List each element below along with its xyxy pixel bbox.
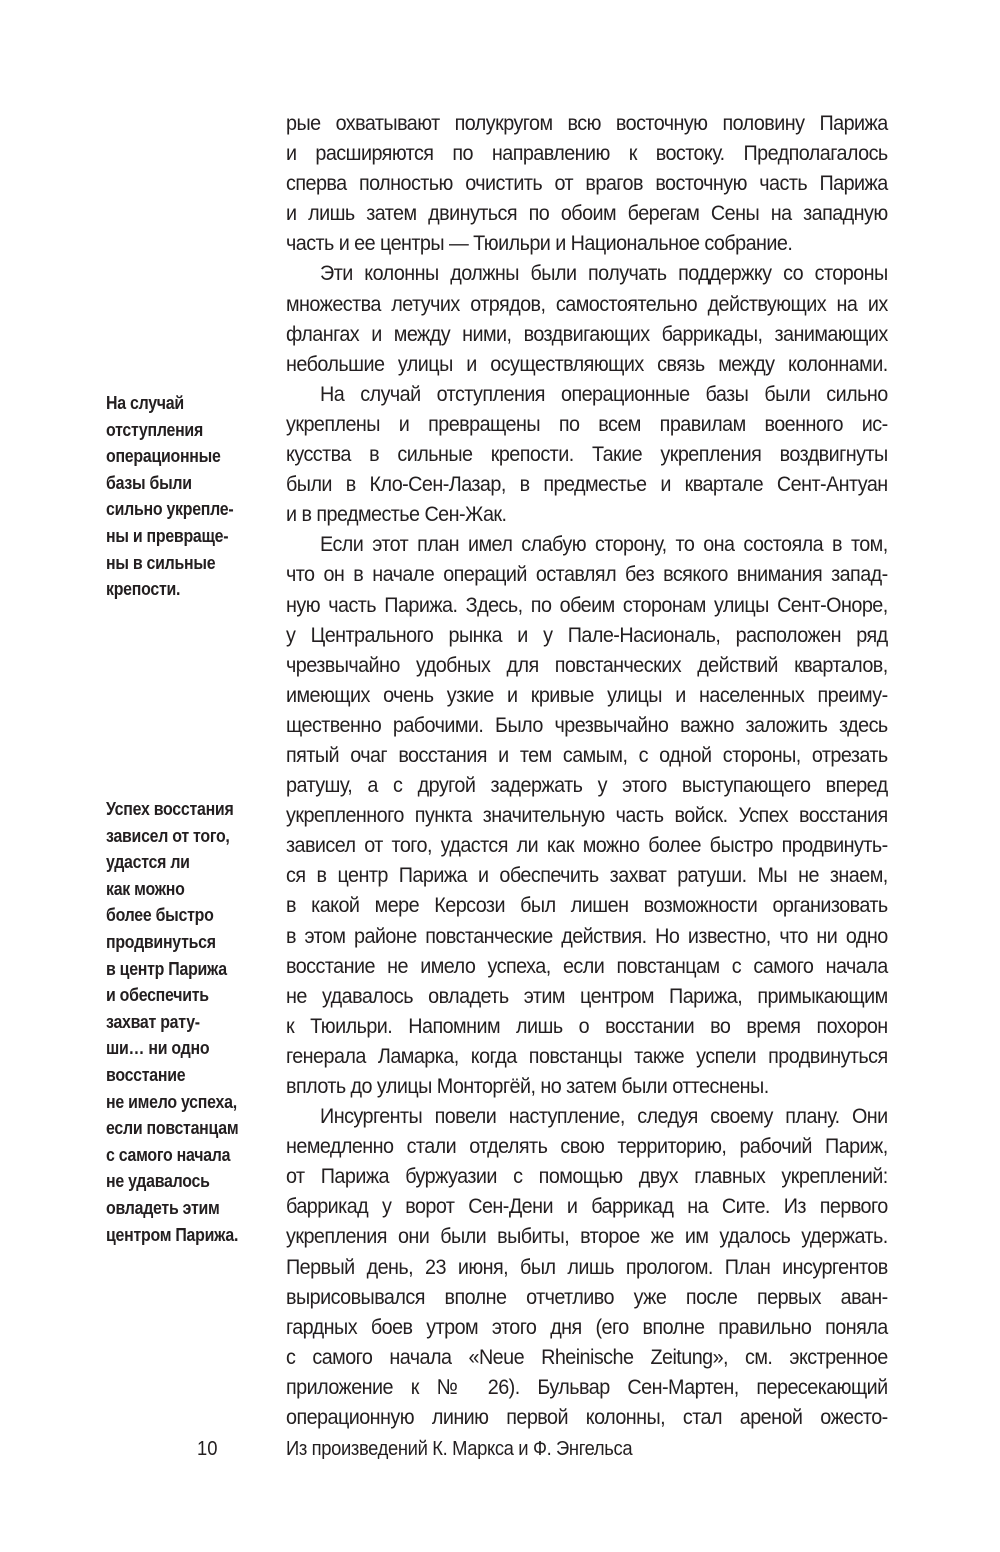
note-line: восстание [106,1063,186,1085]
note-line: в центр Парижа [106,957,227,979]
note-line: отступления [106,418,203,440]
text-line: кусства в сильные крепости. Такие укрепления воздвигнуты [286,442,888,467]
note-line: продвинуться [106,930,216,952]
text-line: сперва полностью очистить от врагов восточную часть Парижа [286,171,888,196]
note-line: центром Парижа. [106,1223,239,1245]
text-line: у Центрального рынка и у Пале-Насиональ, расположен ряд [286,622,888,647]
note-line: сильно укрепле- [106,498,234,520]
note-line: если повстанцам [106,1117,239,1139]
text-line: приложение к № 26). Бульвар Сен-Мартен, пересекающий [286,1374,888,1399]
text-line: Первый день, 23 июня, был лишь прологом. План инсургентов [286,1254,888,1279]
text-line: что он в начале операций оставлял без всякого внимания запад- [286,562,888,587]
text-line: и расширяются по направлению к востоку. Предполагалось [286,141,888,166]
note-line: зависел от того, [106,824,230,846]
text-line: укреплены и превращены по всем правилам военного ис- [286,411,888,436]
text-line: были в Кло-Сен-Лазар, в предместье и квартале Сент-Антуан [286,472,888,497]
margin-note-success [106,796,269,1248]
note-line: базы были [106,471,192,493]
text-line: имеющих очень узкие и кривые улицы и населенных преиму- [286,682,888,707]
note-line: На случай [106,392,184,413]
text-line: вырисовывался вполне отчетливо уже после первых аван- [286,1284,888,1309]
text-line: гардных боев утром этого дня (его вполне правильно поняла [286,1314,888,1339]
note-line: как можно [106,877,185,899]
note-line: ны и превраще- [106,524,229,546]
text-line: ную часть Парижа. Здесь, по обеим сторонам улицы Сент-Оноре, [286,592,888,617]
text-line: зависел от того, удастся ли как можно более быстро продвинуть- [286,833,888,858]
text-line: восстание не имело успеха, если повстанцам с самого начала [286,953,888,978]
note-line: захват рату- [106,1010,200,1032]
text-line: в этом районе повстанческие действия. Но известно, что ни одно [286,923,888,948]
text-line: щественно рабочими. Было чрезвычайно важно заложить здесь [286,712,888,737]
text-line: пятый очаг восстания и тем самым, с одной стороны, отрезать [286,742,888,767]
text-line: укрепления они были выбиты, второе же им удалось удержать. [286,1224,888,1249]
text-line: и в предместье Сен-Жак. [286,502,507,527]
text-line: операционную линию первой колонны, стал ареной ожесто- [286,1405,888,1430]
note-line: удастся ли [106,851,190,873]
note-line: более быстро [106,904,214,926]
text-line: генерала Ламарка, когда повстанцы также успели продвинуться [286,1043,888,1068]
note-line: овладеть этим [106,1196,220,1218]
note-line: не удавалось [106,1170,210,1192]
note-line: не имело успеха, [106,1090,237,1112]
text-line: немедленно стали отделять свою территорию, рабочий Париж, [286,1134,888,1159]
text-line: не удавалось овладеть этим центром Парижа, примыкающим [286,983,888,1008]
margin-note-retreat [106,390,269,603]
text-line: и лишь затем двинуться по обоим берегам Сены на западную [286,201,888,226]
paragraph-start-line: На случай отступления операционные базы были сильно [320,381,888,406]
paragraph-start-line: Инсургенты повели наступление, следуя своему плану. Они [320,1104,888,1129]
paragraph-start-line: Эти колонны должны были получать поддержку со стороны [320,261,888,286]
text-line: чрезвычайно удобных для повстанческих действий кварталов, [286,652,888,677]
page-number: 10 [197,1438,218,1460]
text-line: флангах и между ними, воздвигающих баррикады, занимающих [286,321,888,346]
note-line: операционные [106,445,221,467]
text-line: укрепленного пункта значительную часть войск. Успех восстания [286,803,888,828]
note-line: Успех восстания [106,798,234,819]
text-line: вплоть до улицы Монторгёй, но затем были оттеснены. [286,1074,769,1098]
text-line: ся в центр Парижа и обеспечить захват ратуши. Мы не знаем, [286,863,888,888]
text-line: к Тюильри. Напомним лишь о восстании во время похорон [286,1013,888,1038]
note-line: с самого начала [106,1143,231,1165]
text-line: небольшие улицы и осуществляющих связь между колоннами. [286,351,888,376]
note-line: крепости. [106,578,181,600]
text-line: от Парижа буржуазии с помощью двух главных укреплений: [286,1164,888,1189]
note-line: ши… ни одно [106,1037,210,1059]
main-body-text [286,108,888,1432]
text-line: в какой мере Керсози был лишен возможности организовать [286,893,888,918]
paragraph-start-line: Если этот план имел слабую сторону, то она состояла в том, [320,532,888,557]
note-line: ны в сильные [106,551,216,573]
text-line: множества летучих отрядов, самостоятельно действующих на их [286,291,888,316]
text-line: баррикад у ворот Сен-Дени и баррикад на Сите. Из первого [286,1194,888,1219]
text-line: рые охватывают полукругом всю восточную половину Парижа [286,111,888,135]
text-line: с самого начала «Neue Rheinische Zeitung», см. экстренное [286,1344,888,1369]
text-line: часть и ее центры — Тюильри и Национальное собрание. [286,231,793,256]
text-line: ратушу, а с другой задержать у этого выступающего вперед [286,773,888,798]
running-title: Из произведений К. Маркса и Ф. Энгельса [286,1438,633,1460]
note-line: и обеспечить [106,984,209,1006]
